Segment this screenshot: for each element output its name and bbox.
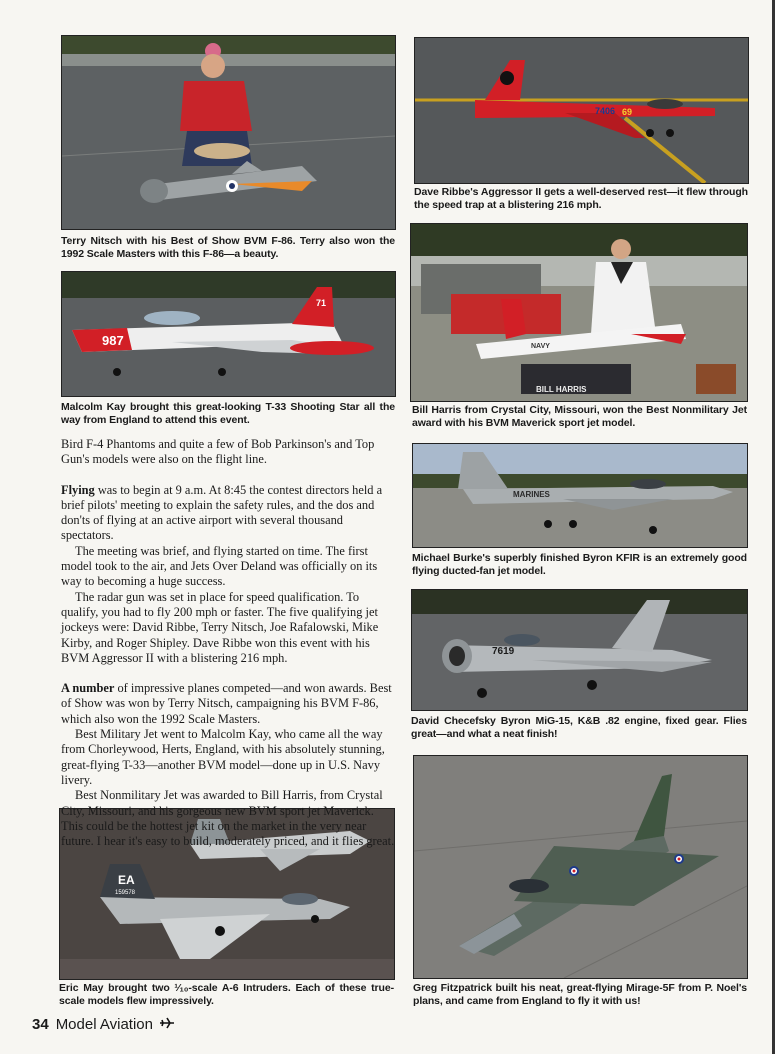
page-number: 34 (32, 1016, 49, 1033)
caption-bill-harris: Bill Harris from Crystal City, Missouri, won the Best Nonmilitary Jet award with his BVM Maverick sport jet model. (412, 404, 747, 429)
article-paragraph: Best Nonmilitary Jet was awarded to Bill Harris, from Crystal City, Missouri, and his gorgeous new BVM sport jet Maverick. This could be the hottest jet kit on the market in the very near future. I hear it's easy to build, moderately priced, and it flies great. (61, 788, 395, 849)
a6-tail-code: EA (118, 873, 135, 887)
mig-nose-number: 7619 (492, 646, 515, 657)
a6-serial-number: 159578 (115, 890, 136, 896)
caption-a6-intruders: Eric May brought two ¹⁄₁₀-scale A-6 Intruders. Each of these true-scale models flew impressively. (59, 982, 394, 1007)
caption-terry-nitsch: Terry Nitsch with his Best of Show BVM F-86. Terry also won the 1992 Scale Masters with this F-86—a beauty. (61, 235, 395, 260)
harris-sign-text: BILL HARRIS (536, 385, 587, 394)
lead-in: Flying (61, 482, 95, 497)
article-paragraph: Bird F-4 Phantoms and quite a few of Bob Parkinson's and Top Gun's models were also on the flight line. (61, 437, 375, 467)
photo-byron-kfir (412, 443, 748, 548)
article-paragraph: The radar gun was set in place for speed qualification. To qualify, you had to fly 200 mph or faster. The five qualifying jet jockeys were: David Ribbe, Terry Nitsch, Joe Rafalowski, Mike Kirby, and Roger Shipley. Dave Ribbe won this event with his BVM Aggressor II with a blistering 216 mph. (61, 589, 379, 665)
article-body (61, 437, 396, 849)
t33-nose-number: 987 (102, 333, 124, 348)
photo-byron-mig15 (411, 589, 748, 711)
article-paragraph (61, 483, 396, 544)
page-footer (32, 1016, 174, 1033)
caption-aggressor-ii: Dave Ribbe's Aggressor II gets a well-deserved rest—it flew through the speed trap at a blistering 216 mph. (414, 186, 748, 211)
photo-t33-shooting-star (61, 271, 396, 397)
caption-mig15: David Checefsky Byron MiG-15, K&B .82 engine, fixed gear. Flies great—and what a neat finish! (411, 715, 747, 740)
article-paragraph: The meeting was brief, and flying started on time. The first model took to the air, and Jets Over Deland was officially on its way to becoming a huge success. (61, 543, 378, 589)
photo-bill-harris-maverick (410, 223, 748, 402)
photo-terry-nitsch-f86 (61, 35, 396, 230)
photo-aggressor-ii (414, 37, 749, 184)
paragraph-text: was to begin at 9 a.m. At 8:45 the contest directors held a brief pilots' meeting to explain the safety rules, and the dos and don'ts of flying at an active airport with several thousand spectators. (61, 482, 383, 543)
svg-text:7406: 7406 (595, 106, 616, 116)
plane-icon (160, 1016, 174, 1033)
caption-kfir: Michael Burke's superbly finished Byron KFIR is an extremely good flying ducted-fan jet model. (412, 552, 747, 577)
caption-mirage-5f: Greg Fitzpatrick built his neat, great-flying Mirage-5F from P. Noel's plans, and came from England to fly it with us! (413, 982, 747, 1007)
article-paragraph (61, 681, 396, 727)
magazine-name: Model Aviation (55, 1016, 153, 1033)
paragraph-text: of impressive planes competed—and won awards. Best of Show was won by Terry Nitsch, campaigning his BVM F-86, which also won the 1992 Scale Masters. (61, 681, 392, 726)
maverick-navy-text: NAVY (531, 343, 550, 350)
photo-mirage-5f (413, 755, 748, 979)
article-paragraph: Best Military Jet went to Malcolm Kay, who came all the way from Chorleywood, Herts, England, with his absolutely stunning, great-flying T-33—another BVM model—done up in U.S. Navy livery. (61, 727, 385, 787)
t33-tail-number: 71 (316, 298, 327, 308)
caption-t33: Malcolm Kay brought this great-looking T-33 Shooting Star all the way from England to attend this event. (61, 401, 395, 426)
aggressor-tail-number: 69 (622, 107, 633, 117)
lead-in: A number (61, 681, 115, 696)
kfir-marines-text: MARINES (513, 490, 550, 499)
